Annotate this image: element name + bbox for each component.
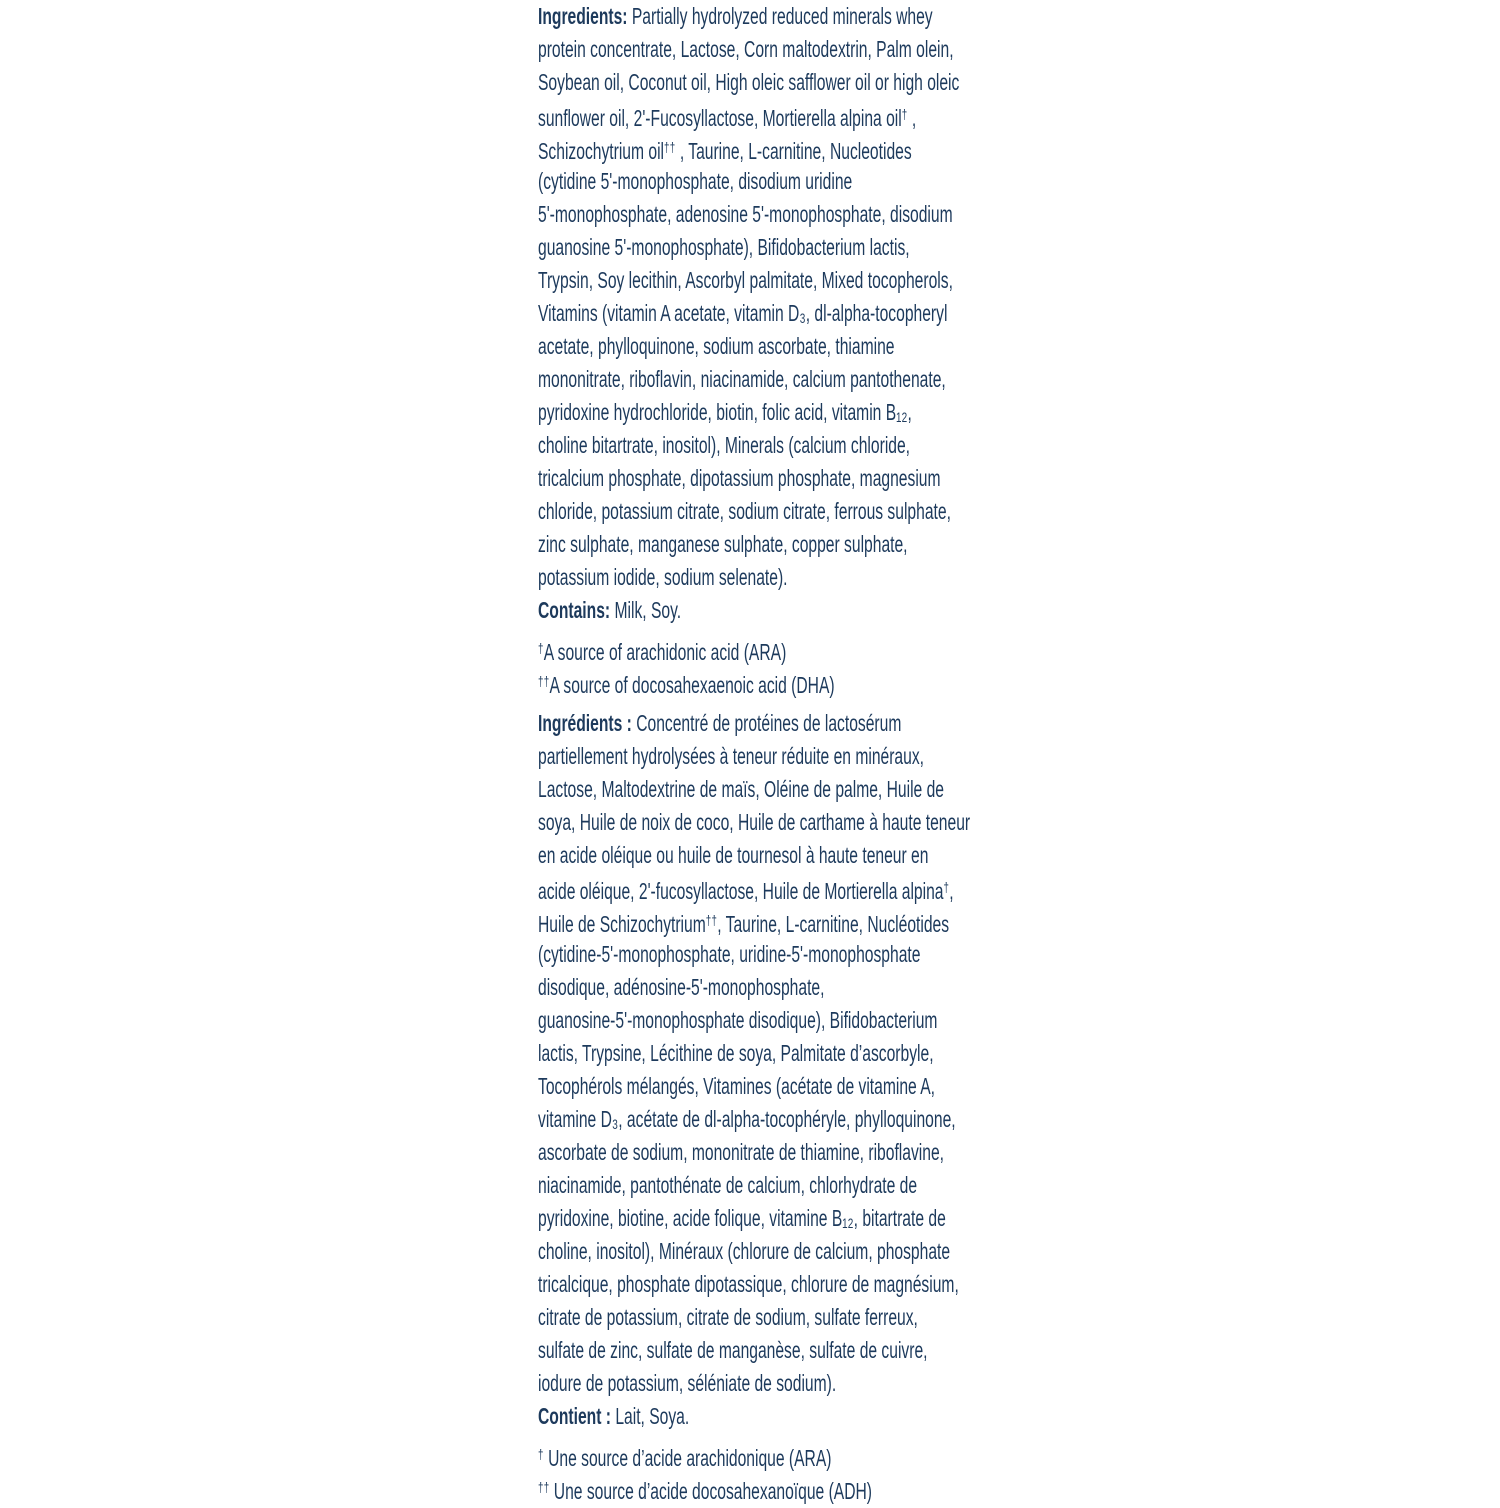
ingredients-label-panel [538, 0, 971, 1505]
ingredients-en [538, 0, 968, 594]
label-text-line: en acide oléique ou huile de tournesol à haute teneur en [538, 842, 929, 868]
label-text-line: niacinamide, pantothénate de calcium, chlorhydrate de [538, 1172, 918, 1198]
label-text-line: †† Une source d’acide docosahexanoïque (ADH) [538, 1477, 873, 1504]
label-text-line: Soybean oil, Coconut oil, High oleic safflower oil or high oleic [538, 69, 960, 95]
label-text-line: (cytidine-5'-monophosphate, uridine-5'-monophosphate [538, 941, 921, 967]
label-text-line: †A source of arachidonic acid (ARA) [538, 638, 787, 665]
dagger-footnote-marker: †† [705, 913, 718, 929]
footnotes-en [538, 633, 968, 699]
label-text-line: Lactose, Maltodextrine de maïs, Oléine de palme, Huile de [538, 776, 944, 802]
dagger-footnote-marker: †† [538, 674, 550, 690]
label-text-line: potassium iodide, sodium selenate). [538, 564, 788, 590]
label-text-line: citrate de potassium, citrate de sodium, sulfate ferreux, [538, 1304, 918, 1330]
label-text-line: disodique, adénosine-5'-monophosphate, [538, 974, 825, 1000]
label-text-line: zinc sulphate, manganese sulphate, copper sulphate, [538, 531, 908, 557]
label-text-line: choline bitartrate, inositol), Minerals (calcium chloride, [538, 432, 911, 458]
label-text-line: lactis, Trypsine, Lécithine de soya, Palmitate d’ascorbyle, [538, 1040, 934, 1066]
label-text-line: Huile de Schizochytrium††, Taurine, L-carnitine, Nucléotides [538, 910, 950, 937]
footnotes-fr [538, 1439, 968, 1505]
label-text-line: acetate, phylloquinone, sodium ascorbate, thiamine [538, 333, 895, 359]
label-text-line: Ingredients: Partially hydrolyzed reduced minerals whey [538, 3, 933, 29]
label-text-line: vitamine D₃, acétate de dl-alpha-tocophéryle, phylloquinone, [538, 1106, 956, 1132]
contient-fr [538, 1400, 968, 1433]
dagger-footnote-marker: † [943, 880, 950, 896]
label-text-line: tricalcium phosphate, dipotassium phosphate, magnesium [538, 465, 941, 491]
dagger-footnote-marker: †† [538, 1480, 550, 1496]
label-text-line: Trypsin, Soy lecithin, Ascorbyl palmitate, Mixed tocopherols, [538, 267, 953, 293]
label-text-line: sulfate de zinc, sulfate de manganèse, sulfate de cuivre, [538, 1337, 928, 1363]
label-text-line: Vitamins (vitamin A acetate, vitamin D₃, dl-alpha-tocopheryl [538, 300, 948, 326]
label-text-line: ††A source of docosahexaenoic acid (DHA) [538, 671, 835, 698]
label-text-line: guanosine-5'-monophosphate disodique), Bifidobacterium [538, 1007, 938, 1033]
label-text-line: sunflower oil, 2'-Fucosyllactose, Mortierella alpina oil† , [538, 104, 917, 131]
label-text-line: partiellement hydrolysées à teneur réduite en minéraux, [538, 743, 925, 769]
label-text-line: acide oléique, 2'-fucosyllactose, Huile de Mortierella alpina†, [538, 877, 954, 904]
label-text-line: Ingrédients : Concentré de protéines de lactosérum [538, 710, 902, 736]
label-text-line: choline, inositol), Minéraux (chlorure de calcium, phosphate [538, 1238, 951, 1264]
label-text-line: (cytidine 5'-monophosphate, disodium uridine [538, 168, 853, 194]
label-text-line: chloride, potassium citrate, sodium citrate, ferrous sulphate, [538, 498, 951, 524]
label-text-line: pyridoxine hydrochloride, biotin, folic acid, vitamin B₁₂, [538, 399, 912, 425]
label-text-line: ascorbate de sodium, mononitrate de thiamine, riboflavine, [538, 1139, 945, 1165]
label-text-line: mononitrate, riboflavin, niacinamide, calcium pantothenate, [538, 366, 946, 392]
contains-en [538, 594, 968, 627]
label-text-line: 5'-monophosphate, adenosine 5'-monophosphate, disodium [538, 201, 953, 227]
dagger-footnote-marker: †† [664, 140, 676, 156]
label-text-line: soya, Huile de noix de coco, Huile de carthame à haute teneur [538, 809, 971, 835]
label-text-line: iodure de potassium, séléniate de sodium). [538, 1370, 837, 1396]
label-text-line: pyridoxine, biotine, acide folique, vitamine B₁₂, bitartrate de [538, 1205, 946, 1231]
label-text-line: Tocophérols mélangés, Vitamines (acétate de vitamine A, [538, 1073, 936, 1099]
ingredients-fr [538, 707, 971, 1400]
label-text-line: Contient : Lait, Soya. [538, 1403, 690, 1429]
dagger-footnote-marker: † [538, 1447, 544, 1463]
dagger-footnote-marker: † [538, 641, 544, 657]
label-text-line: protein concentrate, Lactose, Corn maltodextrin, Palm olein, [538, 36, 954, 62]
dagger-footnote-marker: † [901, 107, 908, 123]
label-text-line: tricalcique, phosphate dipotassique, chlorure de magnésium, [538, 1271, 959, 1297]
label-text-line: † Une source d’acide arachidonique (ARA) [538, 1444, 832, 1471]
label-text-line: Schizochytrium oil†† , Taurine, L-carnitine, Nucleotides [538, 137, 912, 164]
label-text-line: guanosine 5'-monophosphate), Bifidobacterium lactis, [538, 234, 910, 260]
label-text-line: Contains: Milk, Soy. [538, 597, 682, 623]
